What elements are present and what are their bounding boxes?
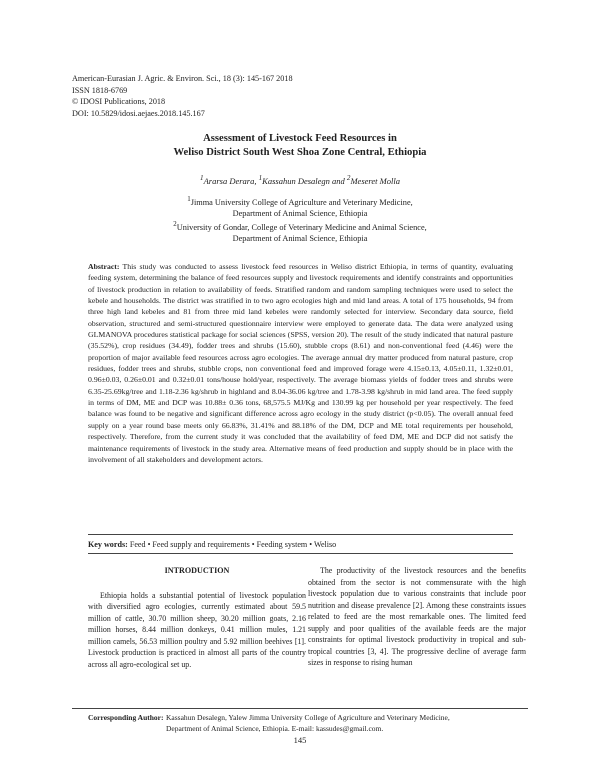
- keywords-divider: [88, 534, 513, 535]
- author-2-affil-mark: 1: [258, 174, 263, 182]
- copyright: © IDOSI Publications, 2018: [72, 97, 166, 107]
- affiliations: [72, 194, 528, 245]
- keywords-label: Key words:: [88, 540, 128, 549]
- author-1: Ararsa Derara,: [203, 175, 259, 186]
- abstract: [88, 261, 513, 465]
- affil-2-line-2: Department of Animal Science, Ethiopia: [232, 234, 368, 244]
- title-line-1: Assessment of Livestock Feed Resources in: [203, 133, 397, 144]
- title-line-2: Weliso District South West Shoa Zone Central, Ethiopia: [173, 147, 427, 158]
- paper-title: [72, 132, 528, 160]
- author-1-affil-mark: 1: [200, 174, 204, 182]
- keywords-divider-bottom: [88, 553, 513, 554]
- affil-2-line-1: University of Gondar, College of Veterinary Medicine and Animal Science,: [176, 223, 427, 233]
- author-3: Meseret Molla: [350, 175, 400, 186]
- intro-paragraph-1: Ethiopia holds a substantial potential of livestock population with diversified agro ecologies, currently estimated about 59.5 million of cattle, 30.70 million sheep, 30.20 million goats, 2.16 million horses, 8.44 million donkeys, 0.41 million mules, 1.21 million camels, 56.53 million poultry and 5.92 million beehives [1]. Livestock production is practiced in almost all parts of the country across all agro-ecological set up.: [88, 590, 306, 669]
- corresponding-author: [88, 712, 528, 734]
- corresponding-label: Corresponding Author:: [88, 713, 164, 722]
- issn: ISSN 1818-6769: [72, 85, 128, 95]
- affil-1-mark: 1: [187, 196, 191, 203]
- abstract-text: This study was conducted to assess livestock feed resources in Weliso district Ethiopia, in terms of quantity, evaluating feeding system, determining the balance of feed resources supply and livestock requirements and identify constraints and opportunities of livestock production in relation to availability of feeds. Stratified random and random sampling techniques were used to select the kebele and households. The district was stratified in to two agro ecologies high and mid land areas. A total of 175 households, 94 from three high land kebeles and 81 from three mid land kebeles were randomly selected for interview. Secondary data source, field observation, structured and semi-structured questionnaire interview were employed to generate data. The data were analyzed using GLMANOVA procedures statistical package for social sciences (SPSS, version 20). The result of the study indicated that natural pasture (35.52%), crop residues (34.49), fodder trees and shrubs (15.60), stubble crops (8.61) and non-conventional feed (4.46) were the proportion of major available feed resources across agro ecologies. The average annual dry matter produced from natural pasture, crop residues, fodder trees and shrubs, stubble crops, non conventional feed and improved forage were 4.15±0.13, 4.05±0.11, 1.32±0.01, 0.96±0.03, 0.26±0.01 and 0.32±0.01 tons/house hold/year, respectively. The average biomass yields of fodder trees and shrubs were 6.35-25.69kg/tree and 1.18-2.36 kg/shrub in highland and 8.04-36.06 kg/tree and 1.78-3.98 kg/shrub in mid land area. The feed supply in terms of DM, ME and DCP was 10.88± 0.36 tons, 68,575.5 MJ/Kg and 130.99 kg per household per year respectively. The feed balance was found to be negative and significant difference across agro ecology in the study district (p<0.05). The overall annual feed supply on a year round base meets only 66.83%, 31.41% and 88.18% of the DM, DCP and ME total requirements per household, respectively. Therefore, from the current study it was concluded that the availability of feed DM, ME and DCP did not satisfy the maintenance requirements of livestock in the study area. Alternative means of feed production and supply should be in place with the involvement of all stakeholders and development actors.: [88, 262, 513, 464]
- introduction-heading: INTRODUCTION: [164, 566, 230, 575]
- corresponding-line-2: Department of Animal Science, Ethiopia. E-mail: kassudes@gmail.com.: [166, 724, 384, 733]
- journal-header: [72, 73, 293, 119]
- abstract-label: Abstract:: [88, 262, 120, 271]
- left-column: [88, 565, 306, 670]
- author-3-affil-mark: 2: [346, 174, 351, 182]
- keywords: [88, 540, 513, 549]
- author-list: [72, 174, 528, 186]
- keywords-text: Feed • Feed supply and requirements • Feeding system • Weliso: [127, 540, 337, 549]
- author-2: Kassahun Desalegn and: [262, 175, 347, 186]
- right-column: [308, 565, 526, 669]
- affil-1-line-1: Jimma University College of Agriculture and Veterinary Medicine,: [190, 197, 413, 207]
- journal-citation: American-Eurasian J. Agric. & Environ. Sci., 18 (3): 145-167 2018: [72, 74, 293, 83]
- affil-2-mark: 2: [173, 221, 177, 229]
- page-number: 145: [293, 735, 307, 745]
- doi: DOI: 10.5829/idosi.aejaes.2018.145.167: [72, 108, 205, 118]
- footer-divider: [72, 708, 528, 709]
- corresponding-line-1: Kassahun Desalegn, Yalew Jimma University College of Agriculture and Veterinary Medicine,: [166, 713, 450, 722]
- intro-paragraph-2: The productivity of the livestock resources and the benefits obtained from the sector is not commensurate with the high livestock population due to various constraints that include poor nutrition and disease prevalence [2]. Among these constraints issues related to feed are the most remarkable ones. The limited feed supply and poor qualities of the available feeds are the major constraints for optimal livestock productivity in tropical and sub-tropical countries [3, 4]. The progressive decline of average farm sizes in response to rising human: [308, 566, 526, 668]
- affil-1-line-2: Department of Animal Science, Ethiopia: [232, 209, 368, 219]
